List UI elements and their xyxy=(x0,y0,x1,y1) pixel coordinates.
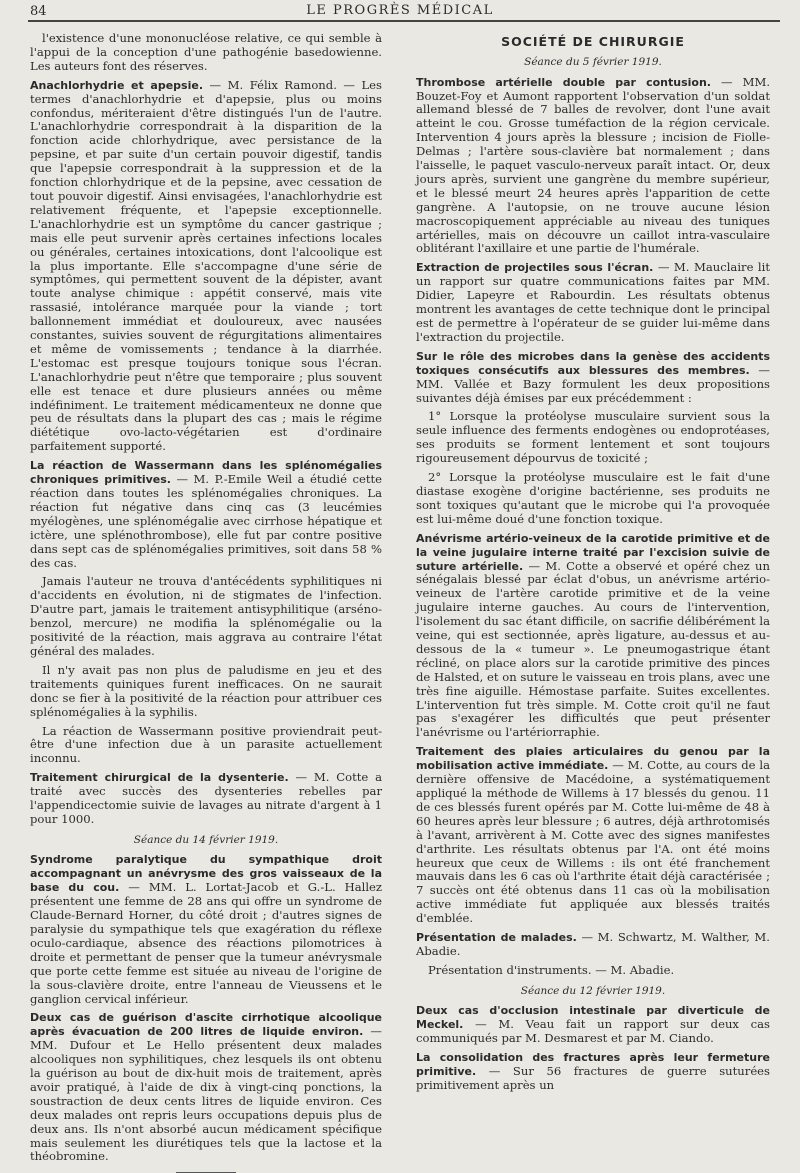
left-column xyxy=(30,31,383,1164)
paragraph-text: — MM. Vallée et Bazy formulent les deux propositions suivantes déjà émises par eux précédemment : xyxy=(416,362,770,405)
paragraph xyxy=(30,79,382,454)
paragraph-text: 2° Lorsque la protéolyse musculaire est le fait d'une diastase exogène d'origine bactérienne, ses produits ne sont toxiques qu'autant que le microbe qui l'a provoquée est lui-même doué d'une fonction toxique. xyxy=(416,470,770,526)
header-rule xyxy=(28,20,780,22)
paragraph-title: Deux cas d'occlusion intestinale par diverticule de Meckel. xyxy=(416,1004,770,1032)
paragraph-text: Présentation d'instruments. — M. Abadie. xyxy=(428,962,675,977)
seance-date: Séance du 5 février 1919. xyxy=(524,56,662,68)
paragraph-title: Anévrisme artério-veineux de la carotide primitive et de la veine jugulaire interne traité par l'excision suivie de suture artérielle. xyxy=(416,531,770,573)
paragraph xyxy=(416,410,770,466)
paragraph-text: — M. Cotte, au cours de la dernière offensive de Macédoine, a systématiquement appliqué la méthode de Willems à 17 blessés du genou. 11 de ces blessés furent opérés par M. Cotte lui-même de 48 à 60 heures après leur blessure ; 6 autres, déjà arthrotomisés à l'avant, arrivèrent à M. Cotte avec des signes manifestes d'arthrite. Les résultats obtenus par l'A. ont été moins heureux que ceux de Willems : ils ont été franchement mauvais dans les 6 cas où l'arthrite était déjà caractérisée ; 7 succès ont été obtenus dans 11 cas où la mobilisation active immédiate fut appliquée aux blessés traités d'emblée. xyxy=(416,758,770,926)
paragraph xyxy=(416,1004,770,1046)
running-title: LE PROGRÈS MÉDICAL xyxy=(306,3,494,18)
paragraph-title: Sur le rôle des microbes dans la genèse des accidents toxiques consécutifs aux blessures des membres. xyxy=(416,349,770,377)
paragraph-text: — M. Cotte a traité avec succès des dysenteries rebelles par l'appendicectomie suivie de lavages au nitrate d'argent à 1 pour 1000. xyxy=(30,770,382,826)
right-column xyxy=(416,32,770,1108)
paragraph xyxy=(30,459,382,570)
paragraph xyxy=(416,745,770,926)
paragraph-title: Syndrome paralytique du sympathique droit accompagnant un anévrysme des gros vaisseaux de la base du cou. xyxy=(30,853,382,895)
paragraph xyxy=(30,664,382,720)
paragraph xyxy=(416,964,770,978)
paragraph-text: l'existence d'une mononucléose relative, ce qui semble à l'appui de la conception d'une pathogénie basedowienne. Les auteurs font des réserves. xyxy=(30,31,382,73)
paragraph-title: La consolidation des fractures après leur fermeture primitive. xyxy=(416,1051,770,1078)
paragraph-text: — MM. L. Lortat-Jacob et G.-L. Hallez présentent une femme de 28 ans qui offre un syndrome de Claude-Bernard Horner, du côté droit ; d'autres signes de paralysie du sympathique tels que exagération du réflexe oculo-cardiaque, absence des réactions pilomotrices à droite et permettant de penser que la tumeur anévrysmale que porte cette femme est située au niveau de l'origine de la sous-clavière droite, entre l'anneau de Vieussens et le ganglion cervical inférieur. xyxy=(30,880,383,1006)
section-heading: SOCIÉTÉ DE CHIRURGIE xyxy=(501,34,685,49)
seance-date: Séance du 14 février 1919. xyxy=(133,833,279,846)
paragraph-text: Il n'y avait pas non plus de paludisme en jeu et des traitements quiniques furent inefficaces. On ne saurait donc se fier à la positivité de la réaction pour attribuer ces splénomégalies à la syphilis. xyxy=(30,662,382,719)
paragraph xyxy=(30,771,382,827)
paragraph xyxy=(416,931,770,959)
paragraph-title: Présentation de malades. xyxy=(416,931,577,945)
seance-date: Séance du 12 février 1919. xyxy=(520,984,666,997)
paragraph-text: — M. Félix Ramond. — Les termes d'anachlorhydrie et d'apepsie, plus ou moins confondus, mériteraient d'être distingués l'un de l'autre. L'anachlorhydrie correspondrait à la disparition de la fonction acide chlorhydrique, avec persistance de la pepsine, et par suite d'un certain pouvoir digestif, tandis que l'apepsie correspondrait à la suppression et de la fonction chlorhydrique et de la pepsine, avec cessation de tout pouvoir digestif. Ainsi envisagées, l'anachlorhydrie est relativement fréquente, et l'apepsie exceptionnelle. L'anachlorhydrie est un symptôme du cancer gastrique ; mais elle peut survenir après certaines infections locales ou générales, certaines intoxications, dont l'alcoolique est la plus importante. Elle s'accompagne d'une série de symptômes, qui permettent souvent de la dépister, avant toute analyse chimique : appétit conservé, mais vite rassasié, intolérance marquée pour la viande ; tort ballonnement immédiat et douloureux, avec nausées constantes, suivies souvent de régurgitations alimentaires et même de vomissements ; tendance à la diarrhée. L'estomac est presque toujours tonique sous l'écran. L'anachlorhydrie peut n'être que temporaire ; plus souvent elle est tenace et dure plusieurs années ou même indéfiniment. Le traitement médicamenteux ne donne que peu de résultats dans la plupart des cas ; mais le régime diététique ovo-lacto-végétarien est d'ordinaire parfaitement supporté. xyxy=(30,77,382,454)
paragraph xyxy=(30,853,382,1006)
paragraph xyxy=(416,1051,770,1093)
paragraph-title: Thrombose artérielle double par contusion. xyxy=(416,75,711,89)
paragraph-text: La réaction de Wassermann positive proviendrait peut-être d'une infection due à un parasite actuellement inconnu. xyxy=(30,723,382,766)
paragraph-text: — M. P.-Emile Weil a étudié cette réaction dans toutes les splénomégalies chroniques. La réaction fut négative dans cinq cas (3 leucémies myélogènes, une splénomégalie avec cirrhose hépatique et ictère, une splénothrombose), elle fut par contre positive dans sept cas de splénomégalies primitives, soit dans 58 % des cas. xyxy=(30,472,382,570)
paragraph-title: Anachlorhydrie et apepsie. xyxy=(30,78,204,92)
paragraph-title: La réaction de Wassermann dans les splénomégalies chroniques primitives. xyxy=(30,459,382,487)
paragraph-title: Deux cas de guérison d'ascite cirrhotique alcoolique après évacuation de 200 litres de liquide environ. xyxy=(30,1011,382,1039)
paragraph xyxy=(416,471,770,527)
paragraph xyxy=(30,575,382,658)
paragraph-text: — Sur 56 fractures de guerre suturées primitivement après un xyxy=(416,1064,770,1092)
page-number: 84 xyxy=(30,4,47,19)
paragraph xyxy=(30,32,382,74)
paragraph xyxy=(30,1011,382,1164)
paragraph-text: Jamais l'auteur ne trouva d'antécédents syphilitiques ni d'accidents en évolution, ni de stigmates de l'infection. D'autre part, jamais le traitement antisyphilitique (arséno-benzol, mercure) ne modifia la splénomégalie ou la positivité de la réaction, mais aggrava au contraire l'état général des malades. xyxy=(30,574,382,658)
paragraph-text: — MM. Bouzet-Foy et Aumont rapportent l'observation d'un soldat allemand blessé de 7 balles de revolver, dont l'une avait atteint le cou. Grosse tuméfaction de la région cervicale. Intervention 4 jours après la blessure ; incision de Fiolle-Delmas ; l'artère sous-clavière bat normalement ; dans l'aisselle, le paquet vasculo-nerveux paraît intact. Or, deux jours après, survient une gangrène du membre supérieur, et le blessé meurt 24 heures après l'apparition de cette gangrène. A l'autopsie, on ne trouve aucune lésion macroscopiquement appréciable au niveau des tuniques artérielles, mais on découvre un caillot intra-vasculaire oblitérant l'axillaire et une partie de l'humérale. xyxy=(416,74,771,256)
paragraph xyxy=(30,725,382,767)
paragraph-title: Extraction de projectiles sous l'écran. xyxy=(416,261,654,275)
paragraph-text: — MM. Dufour et Le Hello présentent deux malades alcooliques non syphilitiques, chez lesquels ils ont obtenu la guérison au bout de dix-huit mois de traitement, après avoir pratiqué, à l'aide de dix à vingt-cinq ponctions, la soustraction de deux cents litres de liquide environ. Ces deux malades ont repris leurs occupations depuis plus de deux ans. Ils n'ont absorbé aucun médicament spécifique mais seulement les diurétiques tels que la lactose et la théobromine. xyxy=(30,1024,382,1164)
paragraph xyxy=(416,261,770,344)
paragraph-text: — M. Schwartz, M. Walther, M. Abadie. xyxy=(416,930,770,958)
paragraph xyxy=(416,350,770,406)
paragraph-text: — M. Veau fait un rapport sur deux cas communiqués par M. Desmarest et par M. Ciando. xyxy=(416,1017,771,1046)
paragraph xyxy=(416,532,770,741)
paragraph-text: — M. Mauclaire lit un rapport sur quatre communications faites par MM. Didier, Lapeyre et Rabourdin. Les résultats obtenus montrent les avantages de cette technique dont le principal est de permettre à l'opérateur de se guider lui-même dans l'extraction du projectile. xyxy=(416,260,770,344)
paragraph-title: Traitement des plaies articulaires du genou par la mobilisation active immédiate. xyxy=(416,745,770,773)
paragraph-title: Traitement chirurgical de la dysenterie. xyxy=(30,771,289,785)
paragraph-text: 1° Lorsque la protéolyse musculaire survient sous la seule influence des ferments endogènes ou endoprotéases, ses produits se forment lentement et sont toujours rigoureusement dépourvus de toxicité ; xyxy=(416,409,770,466)
paragraph-text: — M. Cotte a observé et opéré chez un sénégalais blessé par éclat d'obus, un anévrisme artério-veineux de l'artère carotide primitive et de la veine jugulaire interne gauches. Au cours de l'intervention, l'isolement du sac étant difficile, on sacrifie délibérément la veine, qui est sectionnée, après ligature, au-dessus et au-dessous de la « tumeur ». Le pneumogastrique étant récliné, on place alors sur la carotide primitive des pinces de Halsted, et on suture le vaisseau en trois plans, avec une très fine aiguille. Hémostase parfaite. Suites excellentes. L'intervention fut très simple. M. Cotte croit qu'il ne faut pas s'exagérer les difficultés que peut présenter l'anévrisme ou l'artériorraphie. xyxy=(416,558,770,740)
paragraph xyxy=(416,76,770,257)
